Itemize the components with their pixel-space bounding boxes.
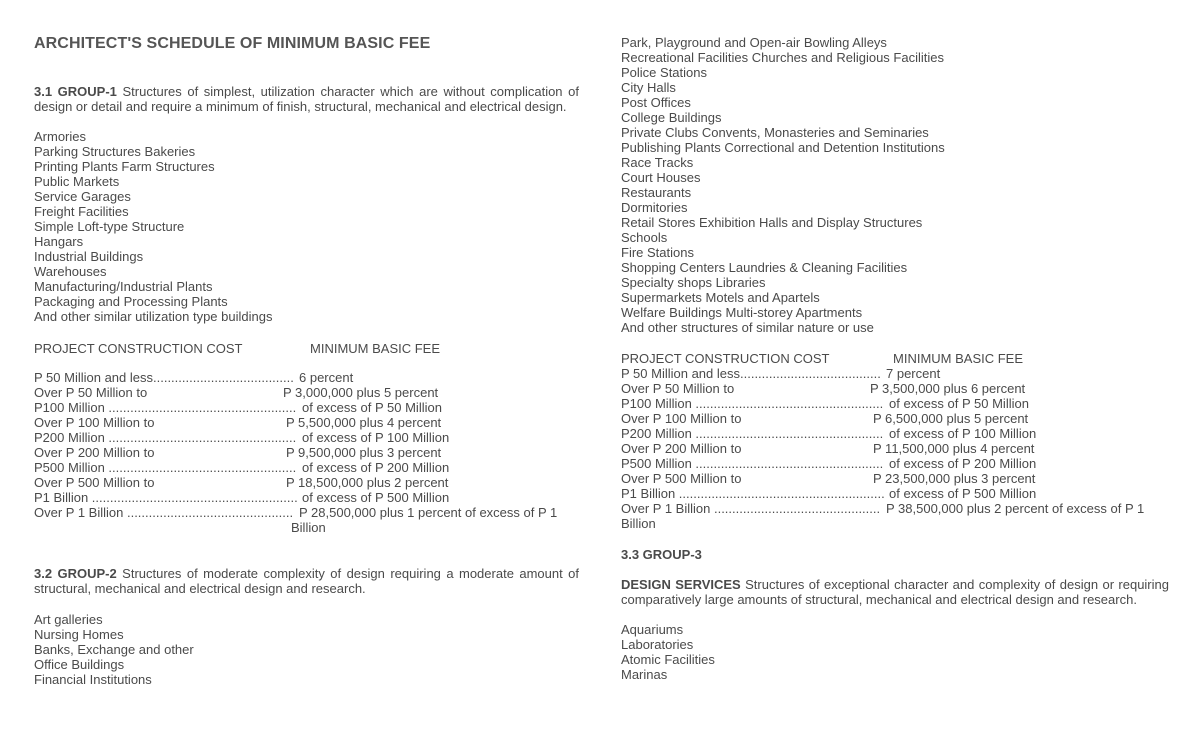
cost-cell: Over P 100 Million to	[621, 411, 742, 426]
cost-cell: Over P 500 Million to	[34, 475, 155, 490]
header-fee: MINIMUM BASIC FEE	[310, 341, 441, 356]
table-row	[621, 396, 1169, 411]
list-item: Manufacturing/Industrial Plants	[34, 279, 213, 294]
cost-cell: P500 Million ....................................................	[34, 460, 297, 475]
table-row	[621, 471, 1169, 486]
fee-cell: P 23,500,000 plus 3 percent	[873, 471, 1036, 486]
cost-cell: Over P 200 Million to	[621, 441, 742, 456]
fee-cell: P 11,500,000 plus 4 percent	[873, 441, 1035, 456]
list-item: Service Garages	[34, 189, 131, 204]
fee-cell: of excess of P 200 Million	[302, 460, 450, 475]
group3-title: 3.3 GROUP-3	[621, 547, 702, 562]
group2-item-list-right	[621, 35, 1169, 335]
table-row	[34, 385, 579, 400]
fee-cell: P 3,000,000 plus 5 percent	[283, 385, 439, 400]
fee-cell: of excess of P 100 Million	[302, 430, 450, 445]
list-item: Printing Plants Farm Structures	[34, 159, 215, 174]
fee-cell: of excess of P 100 Million	[889, 426, 1037, 441]
list-item: Parking Structures Bakeries	[34, 144, 196, 159]
cost-cell: P200 Million ....................................................	[621, 426, 884, 441]
list-item: Armories	[34, 129, 87, 144]
fee-cell: 6 percent	[299, 370, 354, 385]
cost-cell: P 50 Million and less.......................................	[621, 366, 881, 381]
list-item: Banks, Exchange and other	[34, 642, 194, 657]
table-row	[621, 411, 1169, 426]
list-item: Office Buildings	[34, 657, 125, 672]
group3-item-list	[621, 622, 1169, 682]
list-item: Park, Playground and Open-air Bowling Alleys	[621, 35, 887, 50]
table-row	[621, 426, 1169, 441]
cost-cell: Over P 50 Million to	[34, 385, 148, 400]
cost-cell: P100 Million ....................................................	[621, 396, 884, 411]
cost-cell: Over P 100 Million to	[34, 415, 155, 430]
right-column	[621, 0, 1169, 682]
fee-cell: P 5,500,000 plus 4 percent	[286, 415, 442, 430]
fee-cell: P 28,500,000 plus 1 percent of excess of P 1	[299, 505, 558, 520]
table-row	[621, 366, 1169, 381]
cost-cell: P 50 Million and less.......................................	[34, 370, 294, 385]
list-item: Retail Stores Exhibition Halls and Display Structures	[621, 215, 923, 230]
group1-description	[34, 84, 579, 114]
group2-description	[34, 566, 579, 596]
cost-cell: P200 Million ....................................................	[34, 430, 297, 445]
cost-cell: P1 Billion .........................................................	[621, 486, 885, 501]
group2-text: Structures of moderate complexity of design requiring a moderate amount of structural, mechanical and electrical design and research.	[34, 566, 579, 596]
group1-item-list	[34, 129, 579, 324]
group2-item-list-left	[34, 612, 579, 687]
cost-cell: Over P 200 Million to	[34, 445, 155, 460]
list-item: Packaging and Processing Plants	[34, 294, 228, 309]
table-row	[34, 520, 579, 535]
group3-text: Structures of exceptional character and complexity of design or requiring comparatively large amounts of structural, mechanical and electrical design and research.	[621, 577, 1169, 607]
group2-fee-table	[621, 366, 1169, 531]
fee-cell: of excess of P 50 Million	[302, 400, 442, 415]
list-item: And other similar utilization type buildings	[34, 309, 273, 324]
list-item: Police Stations	[621, 65, 707, 80]
list-item: Marinas	[621, 667, 668, 682]
fee-cell: P 3,500,000 plus 6 percent	[870, 381, 1026, 396]
table-row	[621, 441, 1169, 456]
fee-cell: P 38,500,000 plus 2 percent of excess of P 1	[886, 501, 1145, 516]
table-row	[34, 475, 579, 490]
group1-fee-table	[34, 370, 579, 535]
list-item: Publishing Plants Correctional and Detention Institutions	[621, 140, 945, 155]
list-item: Financial Institutions	[34, 672, 152, 687]
list-item: Shopping Centers Laundries & Cleaning Facilities	[621, 260, 908, 275]
table-row	[34, 460, 579, 475]
cost-cell: Over P 1 Billion ..............................................	[621, 501, 881, 516]
fee-cell: 7 percent	[886, 366, 941, 381]
list-item: Welfare Buildings Multi-storey Apartments	[621, 305, 863, 320]
header-fee: MINIMUM BASIC FEE	[893, 351, 1024, 366]
list-item: City Halls	[621, 80, 676, 95]
fee-cell: of excess of P 200 Million	[889, 456, 1037, 471]
table-row	[34, 430, 579, 445]
table-row	[621, 516, 1169, 531]
table-row	[621, 486, 1169, 501]
list-item: Post Offices	[621, 95, 691, 110]
cost-cell: P1 Billion .........................................................	[34, 490, 298, 505]
table-row	[34, 400, 579, 415]
list-item: Schools	[621, 230, 668, 245]
list-item: Race Tracks	[621, 155, 694, 170]
table-row	[621, 381, 1169, 396]
fee-wrap: Billion	[291, 520, 326, 535]
cost-cell: Over P 50 Million to	[621, 381, 735, 396]
fee-cell: P 9,500,000 plus 3 percent	[286, 445, 442, 460]
list-item: College Buildings	[621, 110, 722, 125]
fee-cell: of excess of P 500 Million	[302, 490, 450, 505]
table-row	[621, 456, 1169, 471]
list-item: Warehouses	[34, 264, 107, 279]
cost-cell: Over P 500 Million to	[621, 471, 742, 486]
list-item: Nursing Homes	[34, 627, 124, 642]
group2-fee-header	[621, 351, 1169, 366]
group3-description	[621, 577, 1169, 607]
list-item: Court Houses	[621, 170, 701, 185]
list-item: Restaurants	[621, 185, 692, 200]
list-item: Freight Facilities	[34, 204, 129, 219]
cost-cell: P500 Million ....................................................	[621, 456, 884, 471]
group1-text: Structures of simplest, utilization character which are without complication of design or detail and require a minimum of finish, structural, mechanical and electrical design.	[34, 84, 579, 114]
fee-cell: of excess of P 50 Million	[889, 396, 1029, 411]
table-row	[34, 415, 579, 430]
list-item: Recreational Facilities Churches and Religious Facilities	[621, 50, 944, 65]
list-item: Industrial Buildings	[34, 249, 144, 264]
header-cost: PROJECT CONSTRUCTION COST	[621, 351, 830, 366]
group1-fee-header	[34, 341, 579, 356]
list-item: Specialty shops Libraries	[621, 275, 766, 290]
list-item: Fire Stations	[621, 245, 694, 260]
list-item: Hangars	[34, 234, 84, 249]
cost-cell: Over P 1 Billion ..............................................	[34, 505, 294, 520]
list-item: Supermarkets Motels and Apartels	[621, 290, 820, 305]
list-item: Aquariums	[621, 622, 684, 637]
list-item: Art galleries	[34, 612, 103, 627]
list-item: Dormitories	[621, 200, 688, 215]
list-item: Private Clubs Convents, Monasteries and Seminaries	[621, 125, 929, 140]
page-title: ARCHITECT'S SCHEDULE OF MINIMUM BASIC FEE	[34, 35, 431, 52]
list-item: Simple Loft-type Structure	[34, 219, 185, 234]
table-row	[621, 501, 1169, 516]
list-item: And other structures of similar nature or use	[621, 320, 874, 335]
fee-cell: P 18,500,000 plus 2 percent	[286, 475, 449, 490]
list-item: Laboratories	[621, 637, 694, 652]
fee-cell: P 6,500,000 plus 5 percent	[873, 411, 1029, 426]
fee-cell: of excess of P 500 Million	[889, 486, 1037, 501]
header-cost: PROJECT CONSTRUCTION COST	[34, 341, 243, 356]
list-item: Atomic Facilities	[621, 652, 715, 667]
table-row	[34, 445, 579, 460]
group3-label: DESIGN SERVICES	[621, 577, 741, 592]
table-row	[34, 505, 579, 520]
group2-label: 3.2 GROUP-2	[34, 566, 117, 581]
table-row	[34, 370, 579, 385]
group1-label: 3.1 GROUP-1	[34, 84, 117, 99]
cost-cell: P100 Million ....................................................	[34, 400, 297, 415]
table-row	[34, 490, 579, 505]
list-item: Public Markets	[34, 174, 120, 189]
fee-wrap: Billion	[621, 516, 656, 531]
